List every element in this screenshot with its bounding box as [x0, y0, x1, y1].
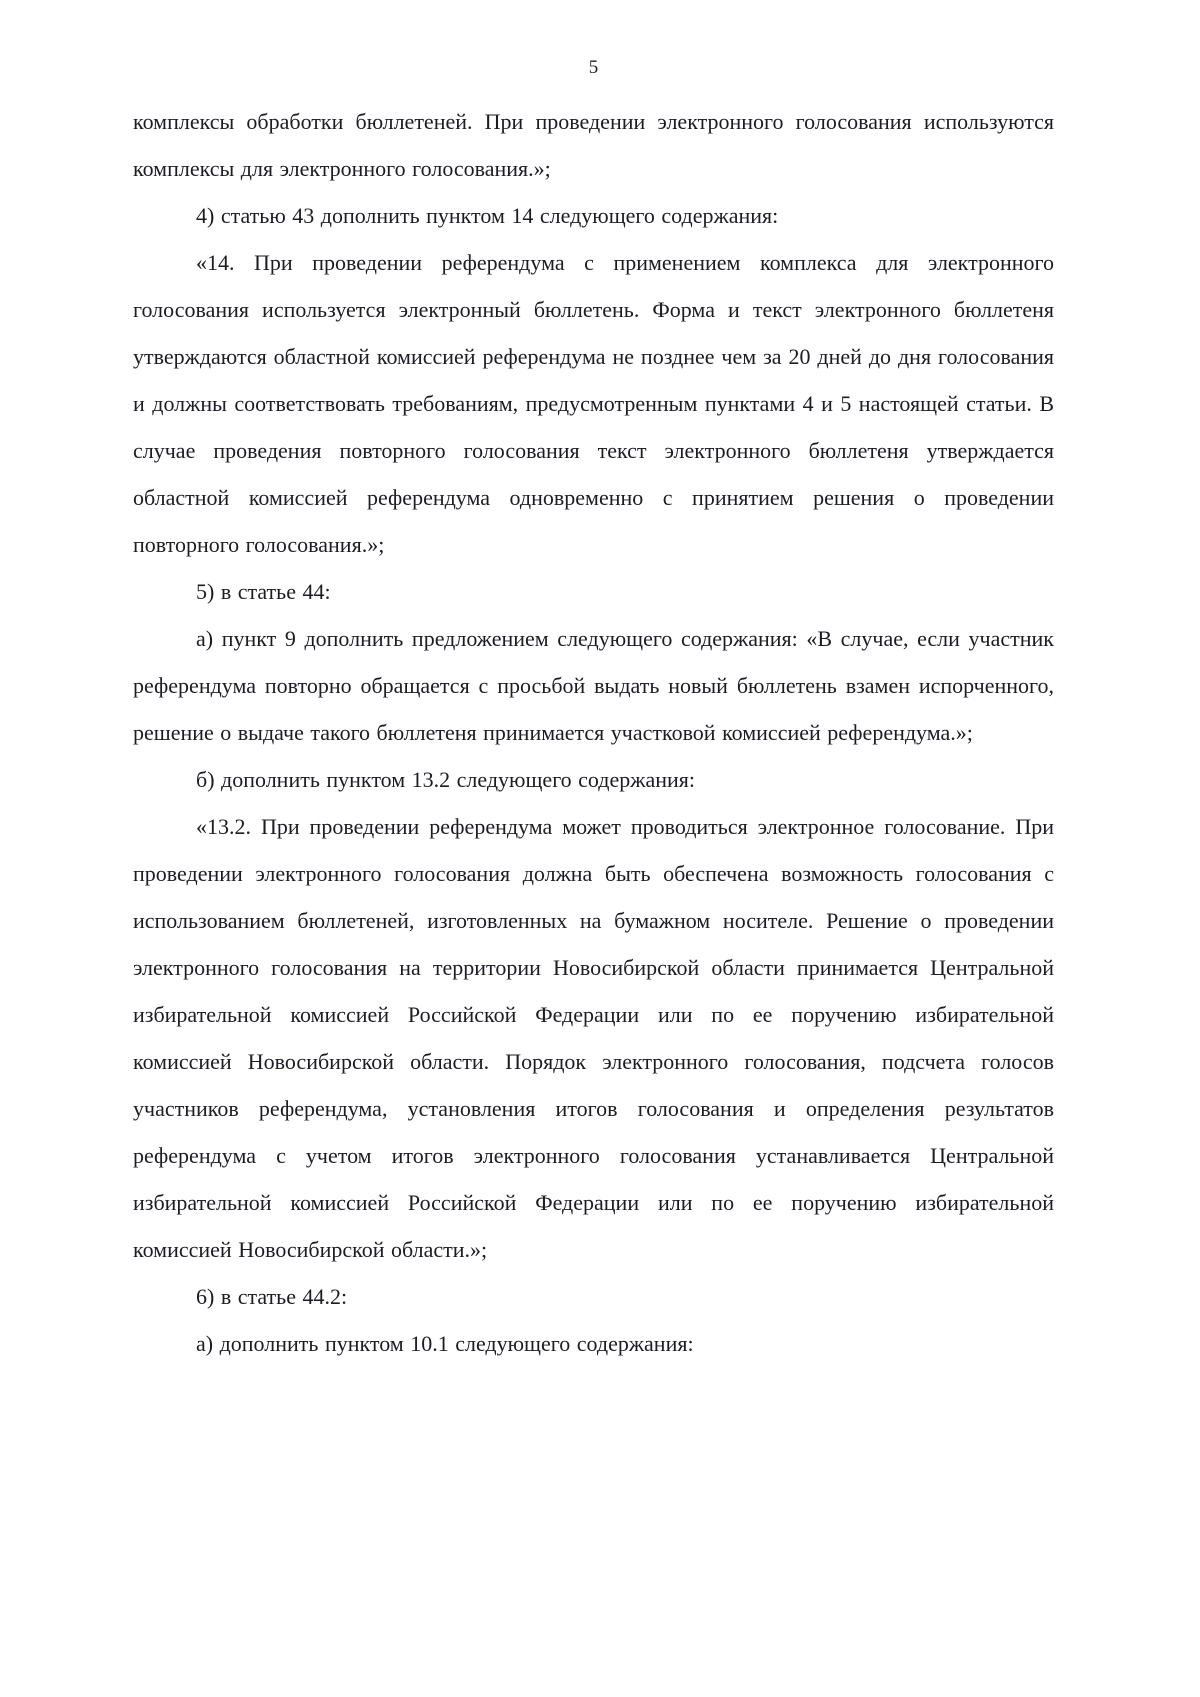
- paragraph-point-13-2: «13.2. При проведении референдума может проводиться электронное голосование. При проведении электронного голосования должна быть обеспечена возможность голосования с использованием бюллетеней, изготовленных на бумажном носителе. Решение о проведении электронного голосования на территории Новосибирской области принимается Центральной избирательной комиссией Российской Федерации или по ее поручению избирательной комиссией Новосибирской области. Порядок электронного голосования, подсчета голосов участников референдума, установления итогов голосования и определения результатов референдума с учетом итогов электронного голосования устанавливается Центральной избирательной комиссией Российской Федерации или по ее поручению избирательной комиссией Новосибирской области.»;: [133, 814, 1054, 1262]
- paragraph-continuation: комплексы обработки бюллетеней. При проведении электронного голосования используются комплексы для электронного голосования.»;: [133, 109, 1054, 181]
- paragraph-clause-6a: а) дополнить пунктом 10.1 следующего содержания:: [196, 1331, 694, 1356]
- page-number: 5: [588, 57, 599, 78]
- paragraph-point-14: «14. При проведении референдума с применением комплекса для электронного голосования используется электронный бюллетень. Форма и текст электронного бюллетеня утверждаются областной комиссией референдума не позднее чем за 20 дней до дня голосования и должны соответствовать требованиям, предусмотренным пунктами 4 и 5 настоящей статьи. В случае проведения повторного голосования текст электронного бюллетеня утверждается областной комиссией референдума одновременно с принятием решения о проведении повторного голосования.»;: [133, 250, 1054, 557]
- paragraph-clause-5: 5) в статье 44:: [196, 579, 331, 604]
- paragraph-clause-5a: а) пункт 9 дополнить предложением следующего содержания: «В случае, если участник референдума повторно обращается с просьбой выдать новый бюллетень взамен испорченного, решение о выдаче такого бюллетеня принимается участковой комиссией референдума.»;: [133, 626, 1054, 745]
- paragraph-clause-5b: б) дополнить пунктом 13.2 следующего содержания:: [196, 767, 696, 792]
- paragraph-clause-6: 6) в статье 44.2:: [196, 1284, 348, 1309]
- paragraph-clause-4: 4) статью 43 дополнить пунктом 14 следующего содержания:: [196, 203, 779, 228]
